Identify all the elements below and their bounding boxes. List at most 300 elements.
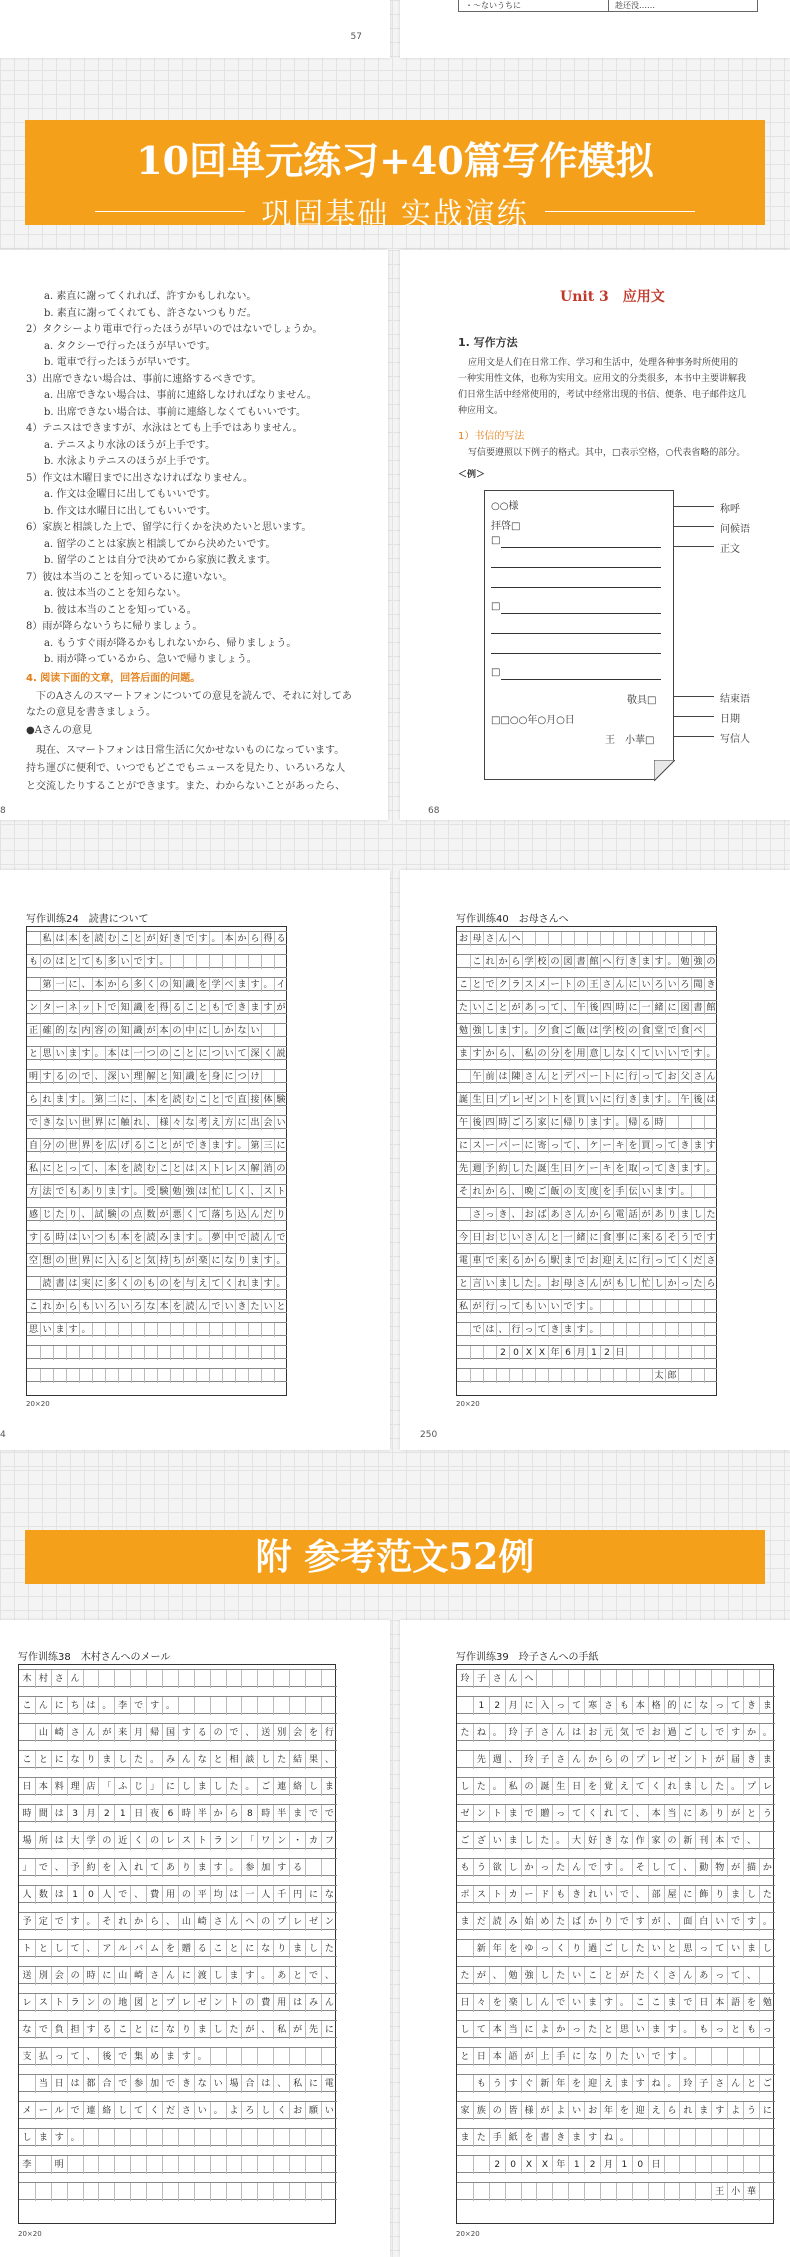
grid-cell: の [616, 1751, 632, 1769]
grid-cell: 家 [648, 1832, 664, 1850]
grid-cell: 山 [178, 1913, 194, 1931]
grid-cell: で [162, 2075, 178, 2093]
grid-cell: 、 [632, 1805, 648, 1823]
grid-cell [248, 1346, 261, 1360]
grid-cell [691, 1323, 704, 1337]
grid-cell: な [321, 1886, 337, 1904]
grid-cell: 日 [695, 1994, 711, 2012]
grid-cell: べ [222, 978, 235, 992]
grid-cell: き [170, 932, 183, 946]
grid-cell [584, 2183, 600, 2201]
grid-cell: と [600, 2021, 616, 2039]
grid-cell [226, 2129, 242, 2147]
grid-cell: で [51, 1913, 67, 1931]
grid-cell: ト [548, 1093, 561, 1107]
grid-cell: 一 [131, 1047, 144, 1061]
exercise-line: 4）テニスはできますが、水泳はとても上手ではありません。 [26, 423, 303, 434]
grid-cell: ケ [587, 1139, 600, 1153]
grid-cell: ま [639, 955, 652, 969]
grid-cell: っ [639, 1070, 652, 1084]
grid-cell: く [130, 1832, 146, 1850]
grid-cell: 8 [241, 1805, 257, 1823]
grid-cell: た [584, 2021, 600, 2039]
grid-cell [157, 1346, 170, 1360]
grid-cell: な [67, 1751, 83, 1769]
grid-cell: ス [35, 1994, 51, 2012]
grid-cell: 理 [131, 1070, 144, 1084]
grid-cell: 来 [639, 1231, 652, 1245]
grid-cell: の [131, 1277, 144, 1291]
grid-cell: 予 [67, 1859, 83, 1877]
grid-cell: こ [458, 980, 468, 990]
grid-cell: さ [210, 1913, 226, 1931]
grid-cell: き [568, 1886, 584, 1904]
grid-cell: な [162, 2021, 178, 2039]
grid-cell: 格 [648, 1697, 664, 1715]
exercise-line: a. もうすぐ雨が降るかもしれないから、帰りましょう。 [44, 637, 297, 649]
grid-cell: 山 [35, 1724, 51, 1742]
grid-cell: ま [648, 2021, 664, 2039]
grid-cell: 書 [574, 955, 587, 969]
grid-cell: は [496, 1070, 509, 1084]
grid-cell: 覚 [600, 1778, 616, 1796]
grid-cell: 、 [83, 1940, 99, 1958]
grid-cell: 勉 [458, 1026, 468, 1036]
grid-row [457, 1115, 717, 1129]
grid-cell: と [130, 2021, 146, 2039]
grid-cell: 界 [79, 1254, 92, 1268]
grid-row [457, 1723, 775, 1741]
grid-cell: で [679, 1994, 695, 2012]
grid-cell: い [535, 1300, 548, 1314]
grid-cell [759, 2129, 775, 2147]
grid-cell: を [561, 1047, 574, 1061]
grid-cell: ん [321, 1994, 337, 2012]
grid-row [19, 1750, 337, 1768]
grid-cell: 前 [483, 1070, 496, 1084]
grid-cell: り [711, 1886, 727, 1904]
grid-cell [639, 1369, 652, 1383]
grid-cell: ん [613, 978, 626, 992]
grid-cell: み [162, 1751, 178, 1769]
grid-cell [261, 1024, 274, 1038]
grid-cell: で [727, 1832, 743, 1850]
grid-cell: へ [521, 1670, 537, 1688]
grid-cell: 、 [509, 1185, 522, 1199]
grid-cell: 気 [144, 1254, 157, 1268]
grid-cell: 事 [613, 1231, 626, 1245]
grid-cell [548, 1369, 561, 1383]
grid-cell: ん [568, 1859, 584, 1877]
grid-cell: 半 [194, 1805, 210, 1823]
grid-cell: 思 [40, 1047, 53, 1061]
grid-cell [505, 2183, 521, 2201]
grid-cell: こ [170, 1047, 183, 1061]
grid-cell: 的 [664, 1697, 680, 1715]
grid-cell [305, 1859, 321, 1877]
grid-cell: 、 [257, 2021, 273, 2039]
grid-cell: ろ [678, 978, 691, 992]
grid-cell: 、 [51, 1859, 67, 1877]
grid-cell [321, 2183, 337, 2201]
grid-cell [178, 2156, 194, 2174]
grid-cell: ふ [114, 1778, 130, 1796]
grid-cell: 、 [79, 978, 92, 992]
grid-cell: え [648, 2102, 664, 2120]
grid-cell: し [178, 1778, 194, 1796]
grid-cell: 場 [22, 1836, 32, 1846]
grid-cell: 2 [584, 2156, 600, 2174]
grid-cell [35, 2183, 51, 2201]
grid-cell: 負 [51, 2021, 67, 2039]
grid-cell: し [521, 1994, 537, 2012]
grid-cell [273, 1670, 289, 1688]
letter-desc: 写信要遵照以下例子的格式。其中，□表示空格，○代表省略的部分。 [468, 448, 746, 458]
grid-cell: に [222, 1070, 235, 1084]
grid-cell: て [535, 1323, 548, 1337]
grid-cell: 点 [131, 1208, 144, 1222]
grid-cell: ざ [473, 1832, 489, 1850]
grid-cell: 時 [652, 1116, 665, 1130]
grid-cell: い [587, 1093, 600, 1107]
grid-cell: す [632, 1913, 648, 1931]
grid-cell: で [183, 1139, 196, 1153]
grid-cell: 私 [522, 1047, 535, 1061]
grid-cell [209, 955, 222, 969]
manuscript-grid [18, 1664, 336, 2224]
letter-line [491, 567, 661, 568]
grid-cell: こ [114, 2021, 130, 2039]
grid-cell: ち [222, 1208, 235, 1222]
grid-cell: は [51, 1805, 67, 1823]
grid-cell [483, 1369, 496, 1383]
grid-cell [248, 955, 261, 969]
grid-cell: 触 [118, 1116, 131, 1130]
grid-cell: 迎 [600, 1254, 613, 1268]
grid-cell [146, 1670, 162, 1688]
grid-cell [626, 1300, 639, 1314]
grid-cell: 面 [679, 1913, 695, 1931]
grid-cell: ー [53, 1001, 66, 1015]
grid-cell: 手 [613, 1185, 626, 1199]
grid-cell: た [130, 1751, 146, 1769]
page-number: 8 [0, 806, 6, 816]
grid-cell: ま [105, 1185, 118, 1199]
grid-cell: 時 [178, 1805, 194, 1823]
grid-size-note: 20×20 [456, 2230, 480, 2238]
grid-cell: た [711, 1778, 727, 1796]
grid-cell: し [695, 1724, 711, 1742]
grid-cell: 日 [473, 2048, 489, 2066]
grid-cell [568, 2183, 584, 2201]
grid-cell: ラ [67, 1994, 83, 2012]
grid-cell [183, 1323, 196, 1337]
exercise-line: a. タクシーで行ったほうが早いです。 [44, 340, 216, 352]
grid-cell [587, 1369, 600, 1383]
grid-cell: ゆ [521, 1940, 537, 1958]
grid-cell: 世 [79, 1116, 92, 1130]
grid-cell [226, 1670, 242, 1688]
grid-row [457, 954, 717, 968]
grid-cell: は [568, 1724, 584, 1742]
grid-cell: を [196, 978, 209, 992]
grid-essay-spread-1 [0, 850, 790, 1470]
grid-cell: こ [118, 932, 131, 946]
banner-section-1 [0, 80, 790, 250]
grid-cell: べ [691, 1024, 704, 1038]
grid-cell: 。 [210, 2102, 226, 2120]
grid-cell: 入 [114, 1859, 130, 1877]
grid-cell: と [146, 1994, 162, 2012]
grid-cell: す [51, 2129, 67, 2147]
grid-cell: ろ [105, 1300, 118, 1314]
grid-cell: 都 [83, 2075, 99, 2093]
grid-cell: ト [489, 1805, 505, 1823]
grid-cell: ま [568, 2129, 584, 2147]
grid-cell [509, 1369, 522, 1383]
grid-cell: に [568, 2048, 584, 2066]
grid-cell [209, 1323, 222, 1337]
grid-cell: っ [552, 1697, 568, 1715]
grid-cell [83, 2183, 99, 2201]
grid-cell: す [178, 1724, 194, 1742]
grid-cell: の [574, 978, 587, 992]
grid-cell: す [118, 1185, 131, 1199]
grid-cell: に [613, 1070, 626, 1084]
grid-cell [457, 1323, 470, 1337]
exercise-line: b. 電車で行ったほうが早いです。 [44, 357, 196, 368]
grid-cell: 。 [79, 1323, 92, 1337]
grid-cell: プ [273, 1913, 289, 1931]
grid-cell: 日 [561, 1162, 574, 1176]
grid-cell: っ [51, 2048, 67, 2066]
banner-section-2 [0, 1470, 790, 1620]
grid-cell: 強 [691, 955, 704, 969]
grid-cell [743, 2048, 759, 2066]
grid-cell [114, 2129, 130, 2147]
grid-cell: 料 [51, 1778, 67, 1796]
grid-cell: 、 [509, 1208, 522, 1222]
exercise-line: b. 留学のことは自分で決めてから家族に教えます。 [44, 555, 276, 566]
grid-cell: で [79, 1070, 92, 1084]
grid-cell [626, 932, 639, 946]
grid-cell: 。 [209, 932, 222, 946]
grid-cell: あ [522, 1001, 535, 1015]
book-page-essay-24 [0, 870, 390, 1450]
grid-cell: 1 [616, 2156, 632, 2174]
grid-cell: 崎 [130, 1967, 146, 1985]
grid-cell: 二 [105, 1093, 118, 1107]
grid-cell: で [321, 1805, 337, 1823]
grid-cell: プ [162, 1994, 178, 2012]
grid-cell: が [727, 1859, 743, 1877]
grid-cell [53, 1369, 66, 1383]
grid-cell: は [66, 1277, 79, 1291]
grid-cell: 迎 [632, 2102, 648, 2120]
grid-cell: り [66, 1208, 79, 1222]
grid-cell: 夢 [209, 1231, 222, 1245]
grid-cell [536, 1670, 552, 1688]
grid-cell: を [79, 932, 92, 946]
grid-cell [457, 2075, 473, 2093]
grid-cell: た [460, 1971, 470, 1981]
grid-cell: 数 [144, 1208, 157, 1222]
grid-cell: つ [144, 1047, 157, 1061]
grid-cell: 広 [105, 1139, 118, 1153]
grid-cell: 駅 [548, 1254, 561, 1268]
grid-cell: る [639, 1116, 652, 1130]
grid-cell: ま [53, 1323, 66, 1337]
grid-row [19, 2020, 337, 2038]
grid-cell [457, 1940, 473, 1958]
grid-cell [170, 1323, 183, 1337]
grid-row [457, 2155, 775, 2173]
grid-row [457, 1161, 717, 1175]
grid-cell: 図 [561, 955, 574, 969]
grid-cell: く [273, 2102, 289, 2120]
grid-cell: ま [695, 2102, 711, 2120]
grid-cell: 、 [144, 1116, 157, 1130]
grid-cell: ん [496, 932, 509, 946]
grid-cell: さ [574, 1277, 587, 1291]
grid-cell: 華 [743, 2183, 759, 2201]
grid-cell: る [194, 1724, 210, 1742]
banner-divider-right [545, 211, 695, 212]
grid-row [457, 931, 717, 945]
grid-cell: か [53, 1300, 66, 1314]
grid-cell: ス [235, 1162, 248, 1176]
grid-cell [632, 1670, 648, 1688]
grid-cell [639, 1300, 652, 1314]
grid-cell [257, 1670, 273, 1688]
grid-cell: の [626, 1024, 639, 1038]
grid-cell: ド [536, 1886, 552, 1904]
grid-cell: い [92, 1300, 105, 1314]
grid-cell: が [183, 1254, 196, 1268]
grid-cell: り [600, 1913, 616, 1931]
grid-cell: す [704, 1139, 717, 1153]
grid-cell: と [496, 1001, 509, 1015]
grid-cell: す [261, 1277, 274, 1291]
grid-cell: ト [209, 1162, 222, 1176]
grid-cell: 本 [92, 978, 105, 992]
grid-cell: 均 [210, 1886, 226, 1904]
grid-cell: 食 [548, 1024, 561, 1038]
grid-cell [131, 1369, 144, 1383]
grid-cell [235, 955, 248, 969]
grid-cell [584, 1670, 600, 1688]
grid-cell: す [664, 2048, 680, 2066]
grid-cell: で [584, 1859, 600, 1877]
grid-cell: 送 [22, 1971, 32, 1981]
grid-cell: 食 [678, 1024, 691, 1038]
grid-cell: を [505, 1940, 521, 1958]
grid-cell [289, 2156, 305, 2174]
grid-cell [535, 932, 548, 946]
grid-cell: 「 [98, 1778, 114, 1796]
grid-cell: 本 [489, 2021, 505, 2039]
grid-cell: 」 [22, 1863, 32, 1873]
grid-cell [118, 1369, 131, 1383]
grid-cell: で [552, 1994, 568, 2012]
grid-cell: 知 [170, 1070, 183, 1084]
book-page-top-left [0, 0, 390, 58]
grid-cell: い [632, 2021, 648, 2039]
grid-row [27, 1069, 287, 1083]
grid-cell [114, 2156, 130, 2174]
grid-cell: 時 [613, 1001, 626, 1015]
grid-cell: ン [273, 1832, 289, 1850]
grid-cell: 夕 [535, 1024, 548, 1038]
grid-cell [665, 1323, 678, 1337]
grid-cell: 平 [194, 1886, 210, 1904]
grid-cell [305, 2129, 321, 2147]
grid-cell: こ [157, 1162, 170, 1176]
method-para-4: 种应用文。 [458, 406, 504, 416]
grid-cell: い [665, 978, 678, 992]
grid-cell: ゼ [460, 1809, 470, 1819]
grid-cell: に [178, 1967, 194, 1985]
grid-cell: た [691, 1277, 704, 1291]
grid-cell: ト [561, 978, 574, 992]
grid-cell [759, 1670, 775, 1688]
grid-row [19, 1777, 337, 1795]
label-sender: 写信人 [720, 734, 750, 745]
grid-cell: 2 [98, 1805, 114, 1823]
grid-cell: ま [652, 1185, 665, 1199]
grid-cell: ら [226, 1805, 242, 1823]
grid-cell: 日 [22, 1782, 32, 1792]
grid-cell: す [743, 1913, 759, 1931]
grid-cell [695, 2129, 711, 2147]
letter-line [501, 613, 661, 614]
grid-cell [27, 1346, 40, 1360]
grid-cell: 来 [114, 1724, 130, 1742]
grid-cell: た [536, 1832, 552, 1850]
grid-cell [194, 2156, 210, 2174]
page-number: 4 [0, 1430, 6, 1440]
grid-cell: 帰 [146, 1724, 162, 1742]
grid-cell: 日 [51, 2075, 67, 2093]
grid-cell: た [248, 1300, 261, 1314]
grid-cell: か [584, 1751, 600, 1769]
grid-cell: っ [536, 1940, 552, 1958]
grid-cell [648, 2183, 664, 2201]
grid-row [457, 1804, 775, 1822]
grid-cell: に [51, 1751, 67, 1769]
grid-cell [704, 1346, 717, 1360]
grid-cell: い [118, 955, 131, 969]
grid-cell: い [632, 2048, 648, 2066]
grid-cell [130, 2156, 146, 2174]
grid-cell [652, 1300, 665, 1314]
grid-cell: く [648, 1778, 664, 1796]
grid-cell: の [257, 1913, 273, 1931]
grid-cell: い [568, 1994, 584, 2012]
grid-cell: 村 [35, 1670, 51, 1688]
grid-cell: に [759, 2102, 775, 2120]
grid-cell: を [162, 1940, 178, 1958]
grid-cell: 得 [261, 932, 274, 946]
grid-cell: な [695, 1697, 711, 1715]
grid-cell: 入 [105, 1254, 118, 1268]
grid-cell: 行 [321, 1724, 337, 1742]
grid-cell: ま [759, 1751, 775, 1769]
grid-cell: で [35, 1859, 51, 1877]
grid-cell: し [509, 1162, 522, 1176]
grid-cell: 勉 [678, 955, 691, 969]
grid-cell: が [521, 2048, 537, 2066]
